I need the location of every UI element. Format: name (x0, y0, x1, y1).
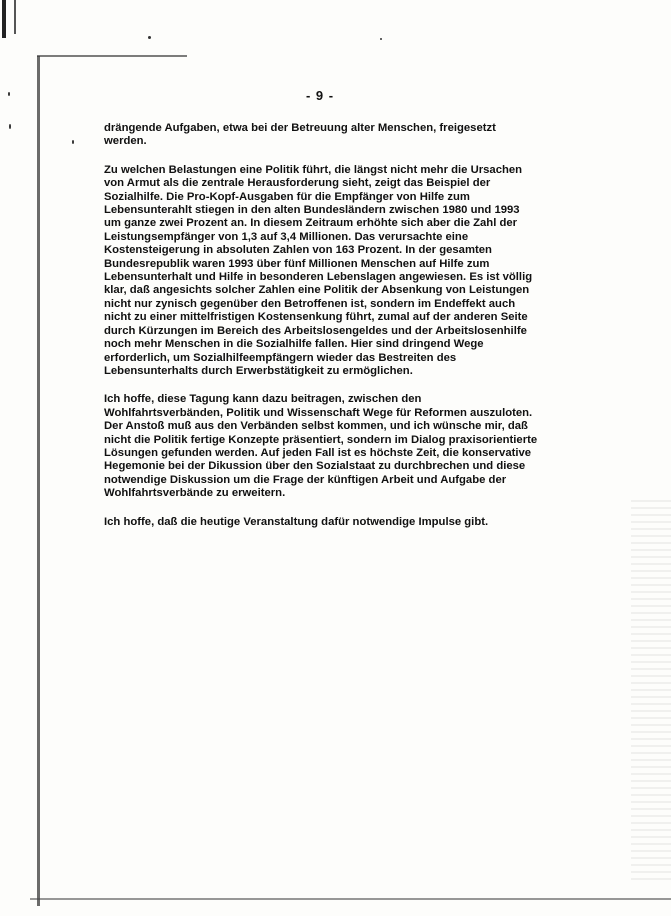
text-line: notwendige Diskussion um die Frage der künftigen Arbeit und Aufgabe der (104, 473, 507, 486)
scan-artifact-mark (2, 0, 6, 38)
text-line: Lösungen gefunden werden. Auf jeden Fall ist es höchste Zeit, die konservative (104, 446, 532, 459)
text-line: Kostensteigerung in absoluten Zahlen von 163 Prozent. In der gesamten (104, 244, 492, 257)
text-line: Wohlfahrtsverbänden, Politik und Wissenschaft Wege für Reformen auszuloten. (104, 406, 533, 419)
text-line: klar, daß angesichts solcher Zahlen eine Politik der Absenkung von Leistungen (104, 284, 530, 297)
paragraph (104, 122, 564, 149)
text-line: Der Anstoß muß aus den Verbänden selbst kommen, und ich wünsche mir, daß (104, 420, 528, 433)
paragraph (104, 164, 564, 379)
text-line: erforderlich, um Sozialhilfeempfängern wieder das Bestreiten des (104, 351, 457, 364)
paragraph (104, 516, 564, 529)
text-line: durch Kürzungen im Bereich des Arbeitslosengeldes und der Arbeitslosenhilfe (104, 324, 527, 337)
text-line: um ganze zwei Prozent an. In diesem Zeitraum erhöhte sich aber die Zahl der (104, 217, 518, 230)
text-line: Lebensunterhalts durch Erwerbstätigkeit zu ermöglichen. (104, 364, 413, 377)
scan-noise-right (631, 500, 671, 880)
text-line: nicht nur zynisch gegenüber den Betroffenen ist, sondern im Endeffekt auch (104, 297, 516, 310)
text-line: werden. (104, 135, 147, 148)
text-line: Lebensunterahlt stiegen in den alten Bundesländern zwischen 1980 und 1993 (104, 204, 520, 217)
text-line: Zu welchen Belastungen eine Politik führt, die längst nicht mehr die Ursachen (104, 163, 523, 176)
scan-edge-left (37, 56, 40, 906)
text-line: von Armut als die zentrale Herausforderung sieht, zeigt das Beispiel der (104, 177, 491, 190)
scan-speck (8, 92, 10, 96)
text-line: noch mehr Menschen in die Sozialhilfe fallen. Hier sind dringend Wege (104, 338, 484, 351)
text-line: Hegemonie bei der Dikussion über den Sozialstaat zu durchbrechen und diese (104, 460, 526, 473)
scan-speck (148, 36, 151, 39)
text-line: Leistungsempfänger von 1,3 auf 3,4 Millionen. Das verursachte eine (104, 230, 469, 243)
text-line: Lebensunterhalt und Hilfe in besonderen Lebenslagen angewiesen. Es ist völlig (104, 271, 533, 284)
scan-artifact-mark (14, 0, 16, 34)
text-line: drängende Aufgaben, etwa bei der Betreuung alter Menschen, freigesetzt (104, 122, 496, 134)
scan-speck (9, 124, 11, 129)
paragraph (104, 393, 564, 500)
text-line: Sozialhilfe. Die Pro-Kopf-Ausgaben für die Empfänger von Hilfe zum (104, 190, 470, 203)
text-line: Ich hoffe, daß die heutige Veranstaltung dafür notwendige Impulse gibt. (104, 515, 489, 528)
page-number: - 9 - (305, 88, 335, 103)
body-text (104, 122, 564, 544)
scan-edge-top (37, 55, 187, 57)
text-line: Bundesrepublik waren 1993 über fünf Millionen Menschen auf Hilfe zum (104, 257, 490, 270)
text-line: nicht zu einer mittelfristigen Kostensenkung führt, zumal auf der anderen Seite (104, 311, 528, 324)
scan-edge-bottom (30, 898, 671, 900)
text-line: Wohlfahrtsverbände zu erweitern. (104, 487, 286, 500)
text-line: nicht die Politik fertige Konzepte präsentiert, sondern im Dialog praxisorientierte (104, 433, 538, 446)
scan-speck (380, 38, 382, 40)
text-line: Ich hoffe, diese Tagung kann dazu beitragen, zwischen den (104, 393, 422, 406)
scan-speck (72, 140, 74, 144)
